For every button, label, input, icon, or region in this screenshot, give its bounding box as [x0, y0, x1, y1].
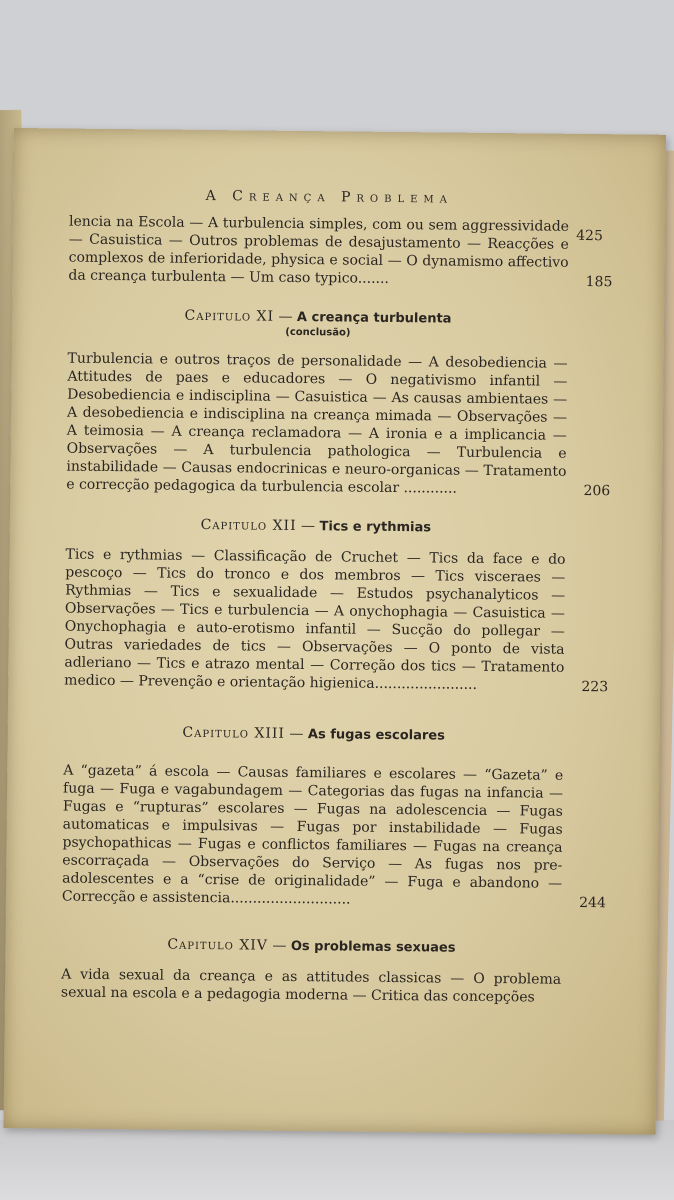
- chapter-heading: Capitulo XII — Tics e rythmias: [200, 516, 432, 536]
- chapter-entry: [61, 966, 561, 1007]
- chapter-label: Capitulo XIII: [182, 724, 286, 742]
- chapter-heading: Capitulo XIV — Os problemas sexuaes: [167, 936, 456, 956]
- entry-text: A “gazeta” á escola — Causas familiares e escolares — “Gazeta” e fuga — Fuga e vagabundagem — Categorias das fugas na infancia — Fugas e “rupturas” escolares — Fugas na adolescencia — Fugas automaticas e impulsivas — Fugas por instabilidade — Fugas psychopathicas — Fugas e conflictos familiares — Fugas na creança escorraçada — Observações do Serviço — As fugas nos pre-adolescentes e a “crise de originalidade” — Fuga e abandono — Correcção e assistencia...........................: [61, 762, 564, 908]
- entry-text: Tics e rythmias — Classificação de Cruchet — Tics da face e do pescoço — Tics do tronco e dos membros — Tics visceraes — Rythmias — Tics e sexualidade — Estudos psychanalyticos — Observações — Tics e turbulencia — A onychophagia — Casuistica — Onychophagia e auto-erotismo infantil — Sucção do pollegar — Outras variedades de tics — Observações — O ponto de vista adleriano — Tics e atrazo mental — Correção dos tics — Tratamento medico — Prevenção e orientação higienica.......................: [64, 546, 566, 693]
- entry-page: 223: [581, 678, 609, 696]
- chapter-entry: [64, 546, 609, 696]
- chapter-title: As fugas escolares: [307, 727, 445, 744]
- entry-text: lencia na Escola — A turbulencia simples, com ou sem aggressividade — Casuistica — Outros problemas de desajustamento — Reacções e complexos de inferioridade, physica e social — O dynamismo affectivo da creança turbulenta — Um caso typico.......: [68, 213, 570, 287]
- entry-text: Turbulencia e outros traços de personalidade — A desobediencia — Attitudes de paes e educadores — O negativismo infantil — Desobediencia e indisciplina — Casuistica — As causas ambientaes — A desobediencia e indisciplina na creança mimada — Observações — A teimosia — A creança reclamadora — A ironia e a implicancia — Observações — A turbulencia pathologica — Turbulencia e instabilidade — Causas endocrinicas e neuro-organicas — Tratamento e correcção pedagogica da turbulencia escolar ............: [66, 350, 568, 497]
- entry-page: 244: [579, 894, 606, 912]
- chapter-label: Capitulo XII: [200, 516, 297, 534]
- chapter-subtitle: (conclusão): [285, 326, 351, 339]
- chapter-heading: Capitulo XIII — As fugas escolares: [182, 724, 445, 744]
- book-page: [4, 128, 666, 1135]
- chapter-label: Capitulo XI: [184, 307, 275, 325]
- entry-page: 185: [585, 273, 613, 291]
- page-number: 425: [576, 227, 603, 245]
- running-title: A Creança Problema: [205, 188, 454, 207]
- chapter-title: Os problemas sexuaes: [290, 938, 456, 956]
- chapter-title: A creança turbulenta: [296, 309, 452, 327]
- chapter-label: Capitulo XIV: [167, 936, 269, 954]
- entry-page: 206: [583, 482, 611, 500]
- chapter-title: Tics e rythmias: [319, 519, 432, 536]
- chapter-entry: [61, 762, 606, 912]
- chapter-heading: Capitulo XI — A creança turbulenta: [184, 307, 452, 327]
- table-of-contents: [60, 187, 613, 1007]
- entry-text: A vida sexual da creança e as attitudes classicas — O problema sexual na escola e a pedagogia moderna — Critica das concepções: [60, 966, 562, 1006]
- chapter-entry: [66, 350, 611, 500]
